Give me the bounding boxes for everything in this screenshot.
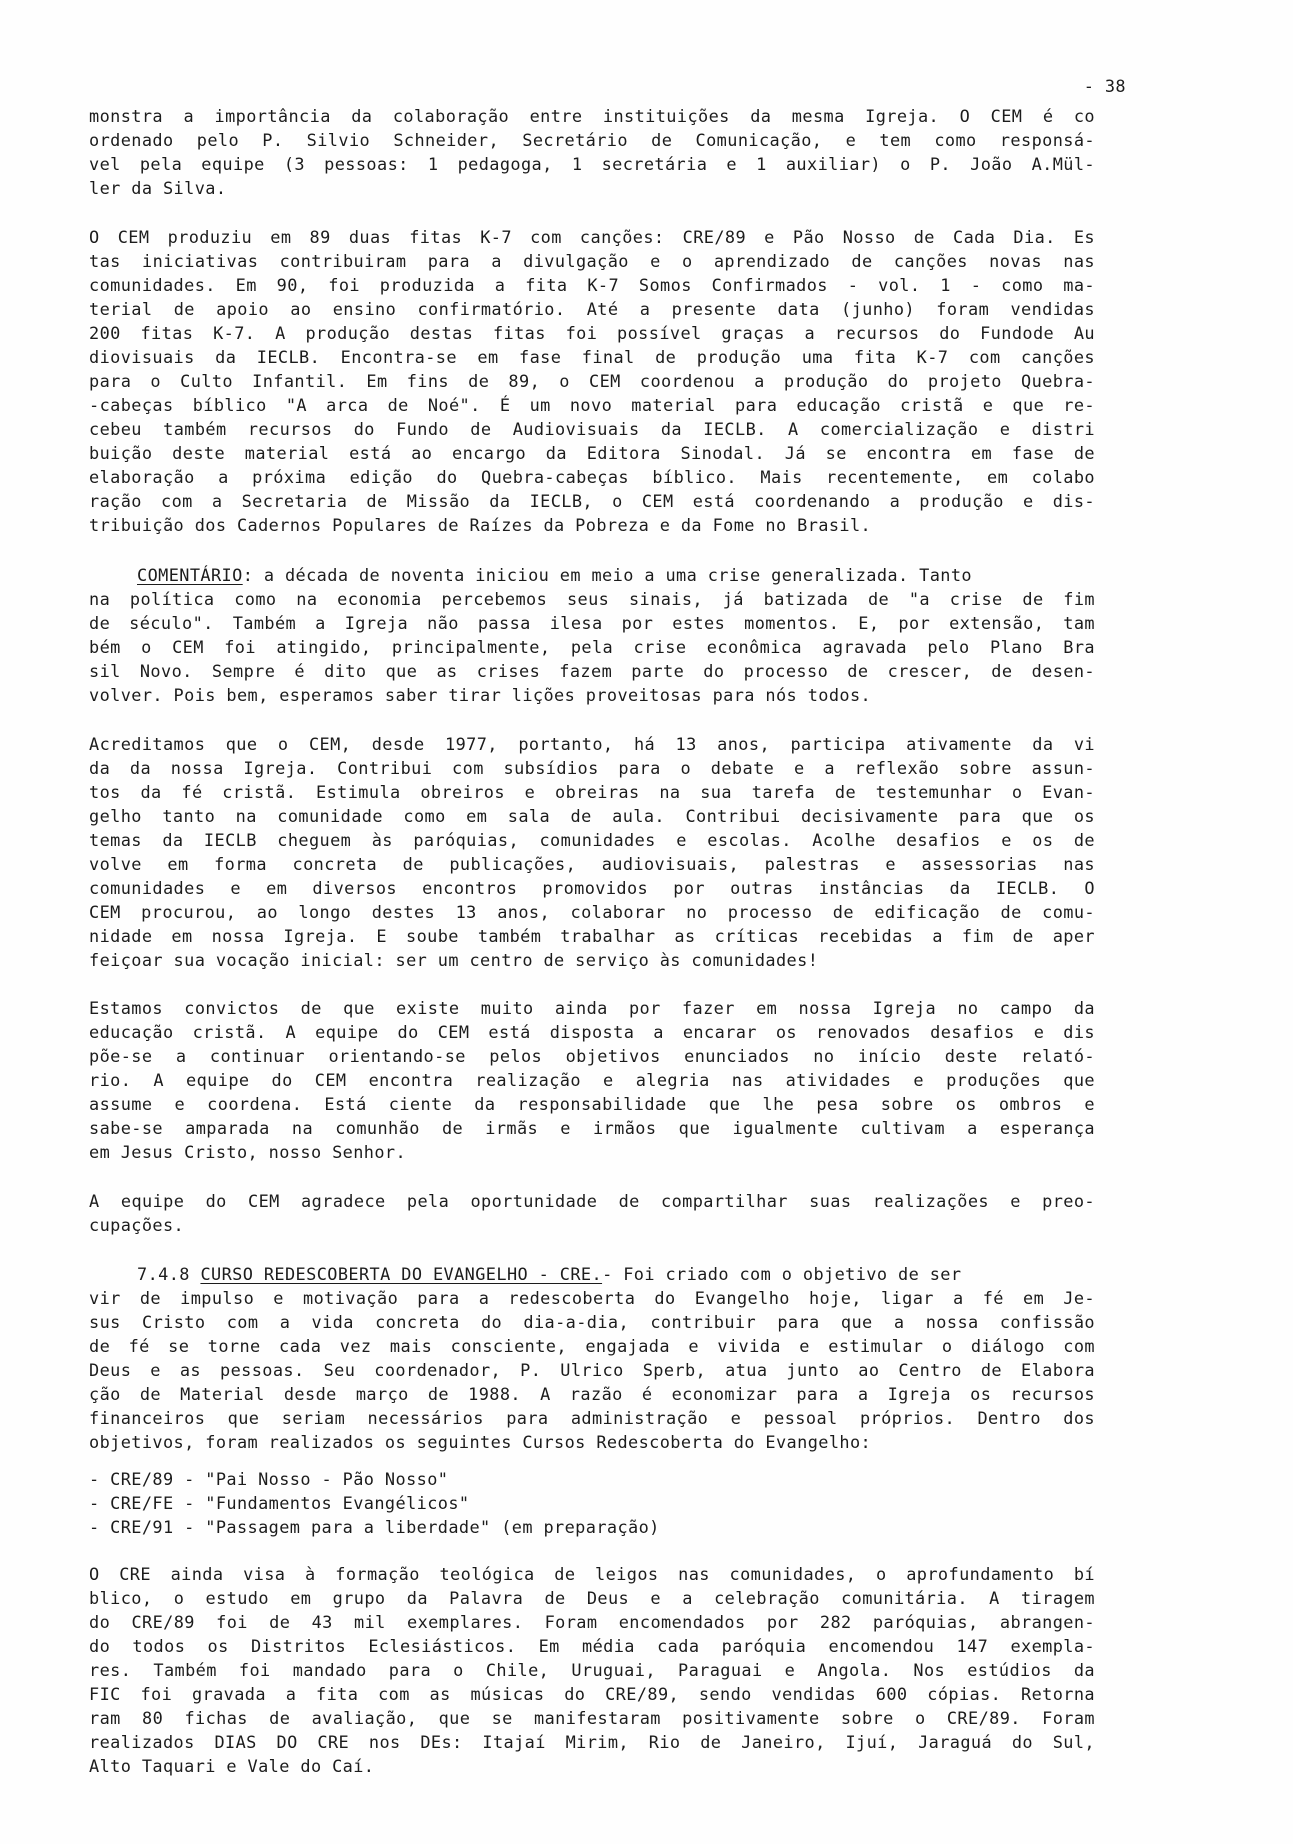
text-line: rio. A equipe do CEM encontra realização e alegria nas atividades e produções que	[89, 1070, 1095, 1090]
text-line: Estamos convictos de que existe muito ainda por fazer em nossa Igreja no campo da	[89, 998, 1095, 1018]
text-line: monstra a importância da colaboração entre instituições da mesma Igreja. O CEM é co	[89, 106, 1095, 126]
text-line: volver. Pois bem, esperamos saber tirar lições proveitosas para nós todos.	[89, 685, 872, 705]
text-line: 200 fitas K-7. A produção destas fitas foi possível graças a recursos do Fundode Au	[89, 323, 1095, 343]
text-line: terial de apoio ao ensino confirmatório. Até a presente data (junho) foram vendidas	[89, 299, 1095, 319]
text-line: diovisuais da IECLB. Encontra-se em fase final de produção uma fita K-7 com canções	[89, 347, 1095, 367]
paragraph-cre-formacao	[89, 1562, 1095, 1778]
text-line: O CRE ainda visa à formação teológica de leigos nas comunidades, o aprofundamento bí	[89, 1564, 1095, 1584]
text-line: Deus e as pessoas. Seu coordenador, P. Ulrico Sperb, atua junto ao Centro de Elabora	[89, 1360, 1095, 1380]
paragraph-acreditamos	[89, 732, 1095, 972]
text-line: ordenado pelo P. Silvio Schneider, Secretário de Comunicação, e tem como responsá-	[89, 130, 1095, 150]
text-line: financeiros que seriam necessários para administração e pessoal próprios. Dentro dos	[89, 1408, 1095, 1428]
text-line: objetivos, foram realizados os seguintes Cursos Redescoberta do Evangelho:	[89, 1432, 872, 1452]
cre-course-list	[89, 1467, 1095, 1539]
text-line	[89, 563, 1095, 587]
text-line: tribuição dos Cadernos Populares de Raízes da Pobreza e da Fome no Brasil.	[89, 515, 872, 535]
text-line: assume e coordena. Está ciente da responsabilidade que lhe pesa sobre os ombros e	[89, 1094, 1095, 1114]
comentario-first-line: : a década de noventa iniciou em meio a uma crise generalizada. Tanto	[242, 565, 972, 585]
text-line: feiçoar sua vocação inicial: ser um centro de serviço às comunidades!	[89, 950, 819, 970]
text-line: em Jesus Cristo, nosso Senhor.	[89, 1142, 407, 1162]
text-line: tas iniciativas contribuiram para a divulgação e o aprendizado de canções novas nas	[89, 251, 1095, 271]
section-first-line: - Foi criado com o objetivo de ser	[602, 1264, 962, 1284]
text-line: volve em forma concreta de publicações, audiovisuais, palestras e assessorias nas	[89, 854, 1095, 874]
text-line: do CRE/89 foi de 43 mil exemplares. Foram encomendados por 282 paróquias, abrangen-	[89, 1612, 1095, 1632]
text-line: bém o CEM foi atingido, principalmente, pela crise econômica agravada pelo Plano Bra	[89, 637, 1095, 657]
section-number: 7.4.8	[137, 1264, 190, 1284]
list-item: - CRE/FE - "Fundamentos Evangélicos"	[89, 1493, 470, 1513]
text-line: ram 80 fichas de avaliação, que se manifestaram positivamente sobre o CRE/89. Foram	[89, 1708, 1095, 1728]
text-line: comunidades. Em 90, foi produzida a fita K-7 Somos Confirmados - vol. 1 - como ma-	[89, 275, 1095, 295]
text-line: A equipe do CEM agradece pela oportunidade de compartilhar suas realizações e preo-	[89, 1191, 1095, 1211]
text-line: ção de Material desde março de 1988. A razão é economizar para a Igreja os recursos	[89, 1384, 1095, 1404]
paragraph-cem-tapes	[89, 225, 1095, 537]
text-line: ler da Silva.	[89, 178, 227, 198]
text-line: res. Também foi mandado para o Chile, Uruguai, Paraguai e Angola. Nos estúdios da	[89, 1660, 1095, 1680]
text-line: sil Novo. Sempre é dito que as crises fazem parte do processo de crescer, de desen-	[89, 661, 1095, 681]
text-line: vel pela equipe (3 pessoas: 1 pedagoga, 1 secretária e 1 auxiliar) o P. João A.Mül-	[89, 154, 1095, 174]
text-line: de fé se torne cada vez mais consciente, engajada e vivida e estimular o diálogo com	[89, 1336, 1095, 1356]
text-line: vir de impulso e motivação para a redescoberta do Evangelho hoje, ligar a fé em Je-	[89, 1288, 1095, 1308]
paragraph-comentario	[89, 563, 1095, 707]
text-line: sus Cristo com a vida concreta do dia-a-dia, contribuir para que a nossa confissão	[89, 1312, 1095, 1332]
text-line: tos da fé cristã. Estimula obreiros e obreiras na sua tarefa de testemunhar o Evan-	[89, 782, 1095, 802]
text-line: cupações.	[89, 1215, 185, 1235]
text-line: elaboração a próxima edição do Quebra-cabeças bíblico. Mais recentemente, em colabo	[89, 467, 1095, 487]
text-line: para o Culto Infantil. Em fins de 89, o CEM coordenou a produção do projeto Quebra-	[89, 371, 1095, 391]
text-line: CEM procurou, ao longo destes 13 anos, colaborar no processo de edificação de comu-	[89, 902, 1095, 922]
text-line: O CEM produziu em 89 duas fitas K-7 com canções: CRE/89 e Pão Nosso de Cada Dia. Es	[89, 227, 1095, 247]
text-line: sabe-se amparada na comunhão de irmãs e irmãos que igualmente cultivam a esperança	[89, 1118, 1095, 1138]
comentario-heading: COMENTÁRIO	[137, 565, 243, 585]
text-line: buição deste material está ao encargo da Editora Sinodal. Já se encontra em fase de	[89, 443, 1095, 463]
text-line: FIC foi gravada a fita com as músicas do CRE/89, sendo vendidas 600 cópias. Retorna	[89, 1684, 1095, 1704]
text-line: na política como na economia percebemos seus sinais, já batizada de "a crise de fim	[89, 589, 1095, 609]
section-7-4-8	[89, 1262, 1095, 1454]
paragraph-cem-coordination	[89, 104, 1095, 200]
text-line: realizados DIAS DO CRE nos DEs: Itajaí Mirim, Rio de Janeiro, Ijuí, Jaraguá do Sul,	[89, 1732, 1095, 1752]
paragraph-agradece	[89, 1189, 1095, 1237]
text-line: -cabeças bíblico "A arca de Noé". É um novo material para educação cristã e que re-	[89, 395, 1095, 415]
section-heading: CURSO REDESCOBERTA DO EVANGELHO - CRE.	[200, 1264, 603, 1284]
text-line: gelho tanto na comunidade como em sala de aula. Contribui decisivamente para que os	[89, 806, 1095, 826]
text-line: temas da IECLB cheguem às paróquias, comunidades e escolas. Acolhe desafios e os de	[89, 830, 1095, 850]
text-line: blico, o estudo em grupo da Palavra de Deus e a celebração comunitária. A tiragem	[89, 1588, 1095, 1608]
text-line: cebeu também recursos do Fundo de Audiovisuais da IECLB. A comercialização e distri	[89, 419, 1095, 439]
text-line	[89, 1262, 1095, 1286]
text-line: Acreditamos que o CEM, desde 1977, portanto, há 13 anos, participa ativamente da vi	[89, 734, 1095, 754]
list-item: - CRE/89 - "Pai Nosso - Pão Nosso"	[89, 1469, 449, 1489]
text-line: põe-se a continuar orientando-se pelos objetivos enunciados no início deste relató-	[89, 1046, 1095, 1066]
paragraph-estamos-convictos	[89, 996, 1095, 1164]
text-line: da da nossa Igreja. Contribui com subsídios para o debate e a reflexão sobre assun-	[89, 758, 1095, 778]
text-line: Alto Taquari e Vale do Caí.	[89, 1756, 375, 1776]
text-line: nidade em nossa Igreja. E soube também trabalhar as críticas recebidas a fim de aper	[89, 926, 1095, 946]
page-number: - 38	[1083, 76, 1126, 96]
text-line: comunidades e em diversos encontros promovidos por outras instâncias da IECLB. O	[89, 878, 1095, 898]
text-line: do todos os Distritos Eclesiásticos. Em média cada paróquia encomendou 147 exempla-	[89, 1636, 1095, 1656]
text-line: de século". Também a Igreja não passa ilesa por estes momentos. E, por extensão, tam	[89, 613, 1095, 633]
list-item: - CRE/91 - "Passagem para a liberdade" (em preparação)	[89, 1517, 660, 1537]
text-line: ração com a Secretaria de Missão da IECLB, o CEM está coordenando a produção e dis-	[89, 491, 1095, 511]
text-line: educação cristã. A equipe do CEM está disposta a encarar os renovados desafios e dis	[89, 1022, 1095, 1042]
